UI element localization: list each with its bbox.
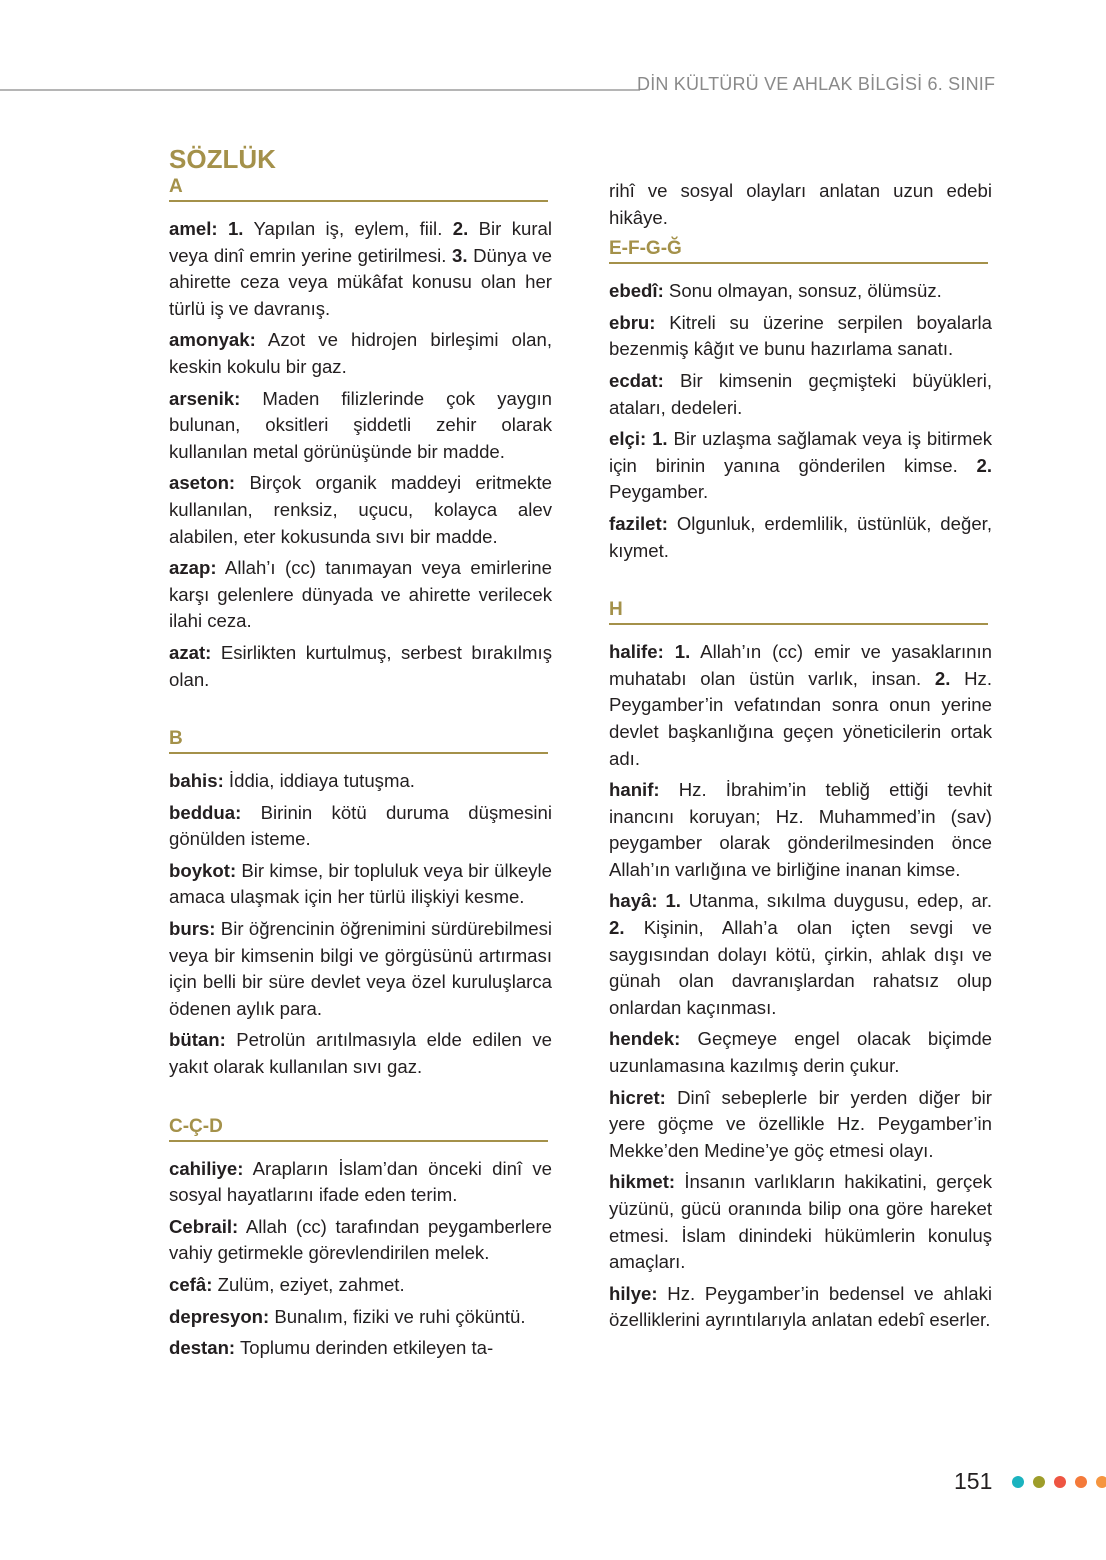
glossary-entry (169, 1156, 552, 1209)
entry-term: hayâ: (609, 890, 658, 912)
glossary-entry (169, 800, 552, 853)
entry-definition: Bir öğrencinin öğrenimini sürdürebilmesi veya bir kimsenin bilgi ve görgüsünü artırması için belli bir süre devlet veya özel kuruluşlarca ödenen aylık para. (169, 918, 552, 1019)
entry-term: ebedî: (609, 280, 664, 302)
entry-term: halife: (609, 641, 664, 663)
entry-term: arsenik: (169, 387, 241, 409)
letter-heading: H (609, 598, 988, 625)
entry-definition: Allah’ı (cc) tanımayan veya emirlerine karşı gelenlere dünyada ve ahirette verilecek ilahi ceza. (169, 557, 552, 632)
decorative-dot (1075, 1476, 1087, 1488)
glossary-entry (169, 555, 552, 635)
page-number: 151 (954, 1468, 993, 1494)
entry-term: boykot: (169, 859, 237, 881)
entry-term: burs: (169, 918, 216, 940)
entry-definition: Birçok organik maddeyi eritmekte kullanılan, renksiz, uçucu, kolayca alev alabilen, eter kokusunda sıvı bir madde. (169, 472, 552, 547)
entry-definition: Bunalım, fiziki ve ruhi çöküntü. (269, 1305, 526, 1327)
entry-term: beddua: (169, 801, 242, 823)
entry-definition: Azot ve hidrojen birleşimi olan, keskin kokulu bir gaz. (169, 329, 552, 377)
glossary-entry (609, 1026, 992, 1079)
entry-definition: Zulüm, eziyet, zahmet. (212, 1274, 405, 1295)
entry-definition: Geçmeye engel olacak biçimde uzunlamasına kazılmış derin çukur. (609, 1028, 992, 1077)
decorative-dot (1033, 1476, 1045, 1488)
entry-term: cefâ: (169, 1274, 213, 1295)
entry-term: bahis: (169, 770, 224, 792)
entry-definition: Kitreli su üzerine serpilen boyalarla bezenmiş kâğıt ve bunu hazırlama sanatı. (609, 311, 992, 360)
entry-definition: Esirlikten kurtulmuş, serbest bırakılmış olan. (169, 641, 552, 690)
glossary-entry (169, 916, 552, 1022)
glossary-entry (609, 368, 992, 421)
glossary-entry (609, 1169, 992, 1275)
letter-heading: B (169, 727, 548, 754)
entry-definition: 1. Bir uzlaşma sağlamak veya iş bitirmek için birinin yanına gönderilen kimse. 2. Peygamber. (609, 428, 993, 503)
glossary-entry (609, 1085, 992, 1165)
decorative-dot (1054, 1476, 1066, 1488)
glossary-entry (169, 1335, 552, 1362)
glossary-entry (169, 1304, 552, 1331)
entry-term: ecdat: (609, 369, 664, 391)
glossary-entry (169, 1027, 552, 1080)
entry-definition: Bir kimsenin geçmişteki büyükleri, ataları, dedeleri. (609, 369, 992, 418)
entry-continuation: rihî ve sosyal olayları anlatan uzun edebi hikâye. (609, 180, 992, 228)
entry-term: azap: (169, 557, 217, 579)
glossary-entry (609, 310, 992, 363)
entry-term: hilye: (609, 1282, 658, 1304)
running-header: DİN KÜLTÜRÜ VE AHLAK BİLGİSİ 6. SINIF (637, 74, 996, 94)
header-rule (0, 89, 640, 91)
glossary-entry (169, 1272, 552, 1299)
entry-term: hanif: (609, 779, 660, 801)
entry-term: ebru: (609, 311, 656, 333)
entry-term: hicret: (609, 1086, 666, 1108)
letter-heading: A (169, 175, 548, 202)
decorative-dot (1096, 1476, 1106, 1488)
entry-term: Cebrail: (169, 1215, 239, 1237)
entry-definition: Sonu olmayan, sonsuz, ölümsüz. (663, 280, 942, 302)
entry-term: bütan: (169, 1029, 226, 1051)
entry-definition: Olgunluk, erdemlilik, üstünlük, değer, kıymet. (609, 512, 992, 561)
entry-definition: 1. Utanma, sıkılma duygusu, edep, ar. 2. Kişinin, Allah’a olan içten sevgi ve saygısından dolayı kötü, çirkin, ahlak dışı ve günah olan davranışlardan rahatsız olup onlardan kaçınması. (609, 890, 993, 1018)
glossary-entry (169, 216, 552, 322)
entry-term: aseton: (169, 472, 236, 494)
entry-definition: Hz. Peygamber’in bedensel ve ahlaki özelliklerini ayrıntılarıyla anlatan edebî eserler. (609, 1282, 992, 1331)
glossary-entry (169, 858, 552, 911)
glossary-entry (169, 1214, 552, 1267)
entry-term: hendek: (609, 1028, 681, 1050)
entry-definition: Maden filizlerinde çok yaygın bulunan, oksitleri şiddetli zehir olarak kullanılan metal görünüşünde bir madde. (169, 387, 552, 462)
glossary-entry (609, 1281, 992, 1334)
entry-term: fazilet: (609, 512, 668, 534)
entry-definition: Toplumu derinden etkileyen ta- (235, 1337, 494, 1359)
glossary-entry (169, 768, 552, 795)
entry-term: amel: (169, 218, 218, 239)
entry-definition: Hz. İbrahim’in tebliğ ettiği tevhit inancını koruyan; Hz. Muhammed’in (sav) peygamber olarak gönderilmesinden önce Allah’ın varlığına ve birliğine inanan kimse. (609, 779, 992, 880)
entry-term: hikmet: (609, 1171, 676, 1193)
entry-definition: Petrolün arıtılmasıyla elde edilen ve yakıt olarak kullanılan sıvı gaz. (169, 1029, 552, 1078)
glossary-entry (609, 278, 992, 305)
entry-definition: Birinin kötü duruma düşmesini gönülden isteme. (169, 801, 552, 850)
glossary-entry (169, 327, 552, 380)
entry-term: elçi: (609, 428, 647, 450)
left-column (169, 143, 552, 1367)
decorative-dot (1012, 1476, 1024, 1488)
right-column (609, 178, 992, 1339)
entry-definition: İddia, iddiaya tutuşma. (223, 770, 415, 792)
entry-definition: 1. Allah’ın (cc) emir ve yasaklarının muhatabı olan üstün varlık, insan. 2. Hz. Peygamber’in vefatından sonra onun yerine devlet başkanlığına geçen yöneticilerin ortak adı. (609, 641, 993, 769)
letter-heading: E-F-G-Ğ (609, 237, 988, 264)
glossary-entry (609, 639, 992, 772)
glossary-entry (169, 386, 552, 466)
entry-term: destan: (169, 1337, 236, 1359)
glossary-entry (609, 888, 992, 1021)
glossary-entry (609, 777, 992, 883)
glossary-entry (609, 511, 992, 564)
entry-definition: Arapların İslam’dan önceki dinî ve sosyal hayatlarını ifade eden terim. (169, 1157, 552, 1206)
glossary-entry (169, 470, 552, 550)
entry-definition: Dinî sebeplerle bir yerden diğer bir yere göçme ve özellikle Hz. Peygamber’in Mekke’den Medine’ye göç etmesi olayı. (609, 1086, 992, 1161)
entry-definition: Allah (cc) tarafından peygamberlere vahiy getirmekle görevlendirilen melek. (169, 1215, 552, 1264)
entry-definition: 1. Yapılan iş, eylem, fiil. 2. Bir kural veya dinî emrin yerine getirilmesi. 3. Dünya ve ahirette ceza veya mükâfat konusu olan her türlü iş ve davranış. (169, 218, 553, 319)
entry-term: depresyon: (169, 1305, 270, 1327)
glossary-entry (169, 640, 552, 693)
entry-definition: İnsanın varlıkların hakikatini, gerçek yüzünü, gücü oranında bilip ona göre hareket etmesi. İslam dinindeki hükümlerin konuluş amaçları. (609, 1171, 992, 1273)
page-title: SÖZLÜK (169, 144, 276, 174)
entry-term: azat: (169, 641, 212, 663)
entry-term: cahiliye: (169, 1157, 244, 1179)
entry-definition: Bir kimse, bir topluluk veya bir ülkeyle amaca ulaşmak için her türlü ilişkiyi kesme. (169, 859, 552, 908)
letter-heading: C-Ç-D (169, 1115, 548, 1142)
entry-term: amonyak: (169, 329, 256, 351)
glossary-entry (609, 426, 992, 506)
